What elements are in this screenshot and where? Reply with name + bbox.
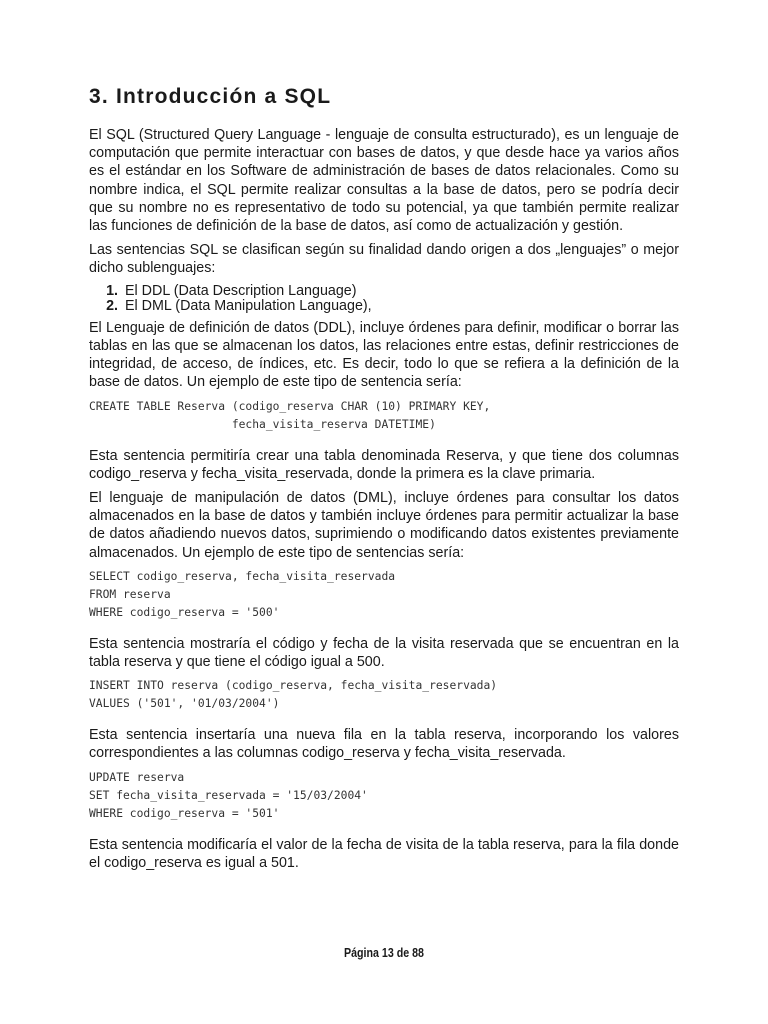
select-explanation: Esta sentencia mostraría el código y fecha de la visita reservada que se encuentran en la tabla reserva y que tiene el código igual a 500. [89, 635, 679, 671]
intro-paragraph: El SQL (Structured Query Language - lenguaje de consulta estructurado), es un lenguaje de computación que permite interactuar con bases de datos, y que desde hace ya varios años es el estándar en los Software de administración de bases de datos relacionales. Como su nombre indica, el SQL permite realizar consultas a la base de datos, pero se podría decir que su nombre no es representativo de todo su potencial, ya que también permite realizar las funciones de definición de la base de datos, así como de actualización y gestión. [89, 127, 679, 235]
insert-explanation: Esta sentencia insertaría una nueva fila en la tabla reserva, incorporando los valores correspondientes a las columnas codigo_reserva y fecha_visita_reservada. [89, 727, 679, 762]
code-update: UPDATE reserva SET fecha_visita_reservada = '15/03/2004' WHERE codigo_reserva = '501' [89, 770, 368, 820]
page-number-footer: Página 13 de 88 [343, 945, 425, 960]
classification-paragraph: Las sentencias SQL se clasifican según su finalidad dando origen a dos „lenguajes” o mejor dicho sublenguajes: [89, 242, 679, 277]
code-create-table: CREATE TABLE Reserva (codigo_reserva CHAR (10) PRIMARY KEY, fecha_visita_reserva DATETIME) [89, 399, 491, 431]
update-explanation: Esta sentencia modificaría el valor de la fecha de visita de la tabla reserva, para la fila donde el codigo_reserva es igual a 501. [89, 836, 679, 871]
code-select: SELECT codigo_reserva, fecha_visita_reservada FROM reserva WHERE codigo_reserva = '500' [89, 569, 396, 619]
dml-paragraph: El lenguaje de manipulación de datos (DML), incluye órdenes para consultar los datos almacenados en la base de datos y también incluye órdenes para permitir actualizar la base de datos añadiendo nuevos datos, suprimiendo o modificando datos existentes previamente almacenados. Un ejemplo de este tipo de sentencias sería: [89, 490, 679, 561]
list-item-ddl: 1. El DDL (Data Description Language) [122, 284, 679, 300]
section-title: 3. Introducción a SQL [89, 85, 332, 108]
create-explanation: Esta sentencia permitiría crear una tabla denominada Reserva, y que tiene dos columnas codigo_reserva y fecha_visita_reservada, donde la primera es la clave primaria. [89, 447, 679, 482]
document-body [89, 126, 679, 878]
code-insert: INSERT INTO reserva (codigo_reserva, fecha_visita_reservada) VALUES ('501', '01/03/2004') [89, 679, 498, 711]
sublanguage-list [89, 284, 679, 315]
ddl-paragraph: El Lenguaje de definición de datos (DDL), incluye órdenes para definir, modificar o borrar las tablas en las que se almacenan los datos, las relaciones entre estas, definir restricciones de integridad, de acceso, de índices, etc. Es decir, todo lo que se refiera a la definición de la base de datos. Un ejemplo de este tipo de sentencia sería: [89, 319, 679, 391]
list-item-dml: 2. El DML (Data Manipulation Language), [122, 299, 679, 315]
